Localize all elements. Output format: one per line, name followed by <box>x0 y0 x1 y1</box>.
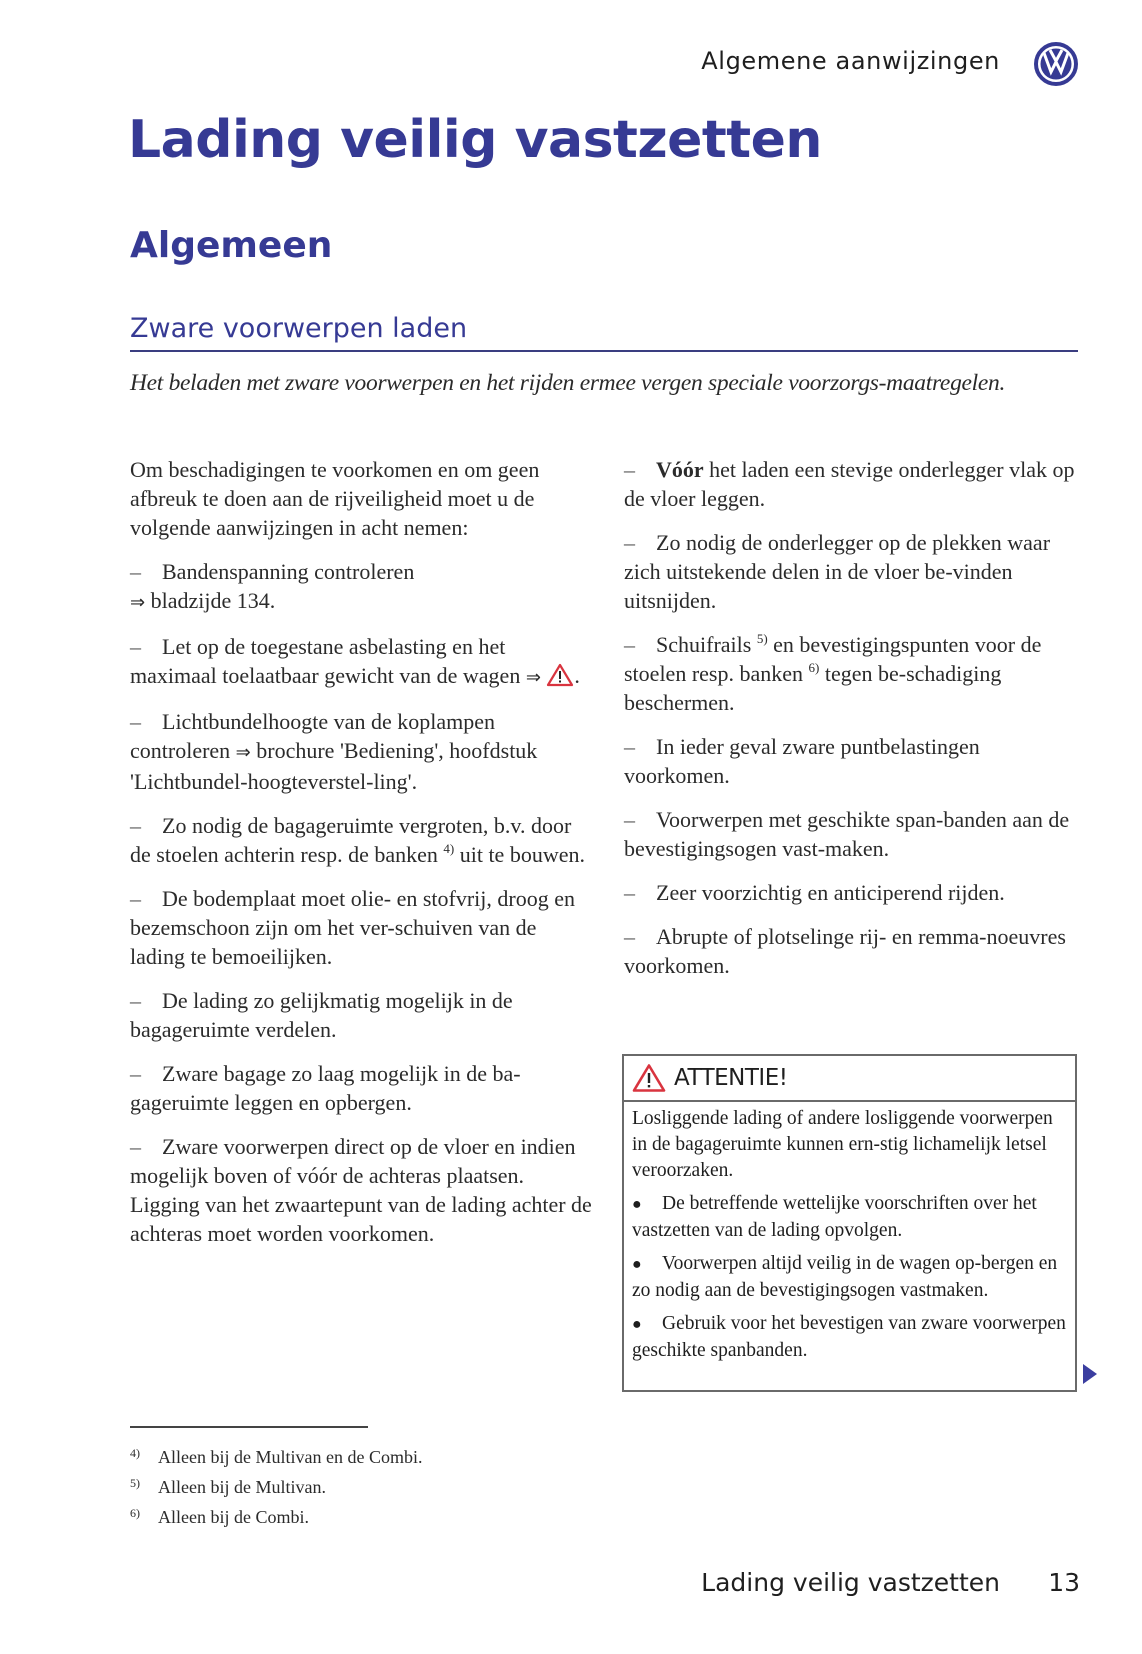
page-title: Lading veilig vastzetten <box>128 110 822 170</box>
footnote <box>130 1502 422 1532</box>
dash-marker: – <box>624 924 635 949</box>
dash-marker: – <box>624 457 635 482</box>
dash-marker: – <box>130 634 141 659</box>
list-item: – Zo nodig de onderlegger op de plekken waar zich uitstekende delen in de vloer be-vinden uitsnijden. <box>624 530 1051 613</box>
footnote <box>130 1442 422 1472</box>
vw-logo-icon <box>1034 42 1078 86</box>
brochure-reference-link[interactable]: brochure 'Bediening', hoofdstuk 'Lichtbundel-hoogteverstel-ling'. <box>130 738 538 794</box>
lead-paragraph: Om beschadigingen te voorkomen en om geen afbreuk te doen aan de rijveiligheid moet u de volgende aanwijzingen in acht nemen: <box>130 457 540 540</box>
intro-paragraph: Het beladen met zware voorwerpen en het rijden ermee vergen speciale voorzorgs-maatregelen. <box>130 370 1006 396</box>
list-item: – Voorwerpen met geschikte span-banden aan de bevestigingsogen vast-maken. <box>624 807 1070 861</box>
list-item: – Abrupte of plotselinge rij- en remma-noeuvres voorkomen. <box>624 924 1066 978</box>
list-item: – Schuifrails $^{5)}$ en bevestigingspunten voor de stoelen resp. banken $^{6)}$ tegen be-schadiging beschermen. <box>624 631 1042 715</box>
footnote-reference[interactable]: 4) <box>443 841 455 856</box>
reference-arrow-icon: ⇒ <box>525 667 541 688</box>
dash-marker: – <box>130 988 141 1013</box>
footnote-reference[interactable]: 5) <box>756 631 768 646</box>
dash-marker: – <box>130 813 141 838</box>
warning-triangle-icon <box>632 1063 666 1093</box>
dash-marker: – <box>130 709 141 734</box>
footnote-text: Alleen bij de Multivan en de Combi. <box>158 1447 423 1467</box>
page-reference-link[interactable]: bladzijde 134. <box>150 588 276 613</box>
list-item: – Vóór het laden een stevige onderlegger vlak op de vloer leggen. <box>624 457 1075 511</box>
list-item: – Bandenspanning controleren ⇒ bladzijde 134. <box>130 559 415 613</box>
page-number: 13 <box>1048 1568 1080 1597</box>
footnote-text: Alleen bij de Multivan. <box>158 1477 326 1497</box>
list-item: – Zeer voorzichtig en anticiperend rijden. <box>624 880 1005 905</box>
list-item: – De bodemplaat moet olie- en stofvrij, droog en bezemschoon zijn om het ver-schuiven van de lading te bemoeilijken. <box>130 886 575 969</box>
dash-marker: – <box>130 886 141 911</box>
section-heading: Algemeen <box>130 225 333 266</box>
continue-arrow-icon <box>1083 1364 1097 1384</box>
dash-marker: – <box>130 1134 141 1159</box>
dash-marker: – <box>624 632 635 657</box>
list-item: – Zware bagage zo laag mogelijk in de ba-gageruimte leggen en opbergen. <box>130 1061 521 1115</box>
right-column <box>624 455 1082 995</box>
dash-marker: – <box>130 1061 141 1086</box>
dash-marker: – <box>624 734 635 759</box>
list-item: – Let op de toegestane asbelasting en het maximaal toelaatbaar gewicht van de wagen ⇒ . <box>130 634 580 688</box>
warning-triangle-icon[interactable] <box>546 663 574 687</box>
warning-header <box>624 1056 1075 1102</box>
dash-marker: – <box>624 530 635 555</box>
warning-bullet: ● De betreffende wettelijke voorschriften over het vastzetten van de lading opvolgen. <box>632 1193 1037 1241</box>
footnote-reference[interactable]: 6) <box>808 660 820 675</box>
dash-marker: – <box>130 559 141 584</box>
warning-body <box>624 1102 1075 1364</box>
bullet-icon: ● <box>632 1256 642 1273</box>
warning-bullet: ● Voorwerpen altijd veilig in de wagen op-bergen en zo nodig aan de bevestigingsogen vastmaken. <box>632 1253 1058 1301</box>
dash-marker: – <box>624 880 635 905</box>
warning-box <box>622 1054 1077 1392</box>
list-item: – In ieder geval zware puntbelastingen voorkomen. <box>624 734 980 788</box>
list-item: – Zware voorwerpen direct op de vloer en indien mogelijk boven of vóór de achteras plaatsen. Ligging van het zwaartepunt van de lading achter de achteras moet worden voorkomen. <box>130 1134 592 1246</box>
footnote-mark: 6) <box>130 1506 140 1520</box>
footnotes <box>130 1442 422 1532</box>
reference-arrow-icon: ⇒ <box>235 742 251 763</box>
footnote-divider <box>130 1426 368 1428</box>
footnote-mark: 5) <box>130 1476 140 1490</box>
reference-arrow-icon: ⇒ <box>130 592 146 613</box>
list-item: – Zo nodig de bagageruimte vergroten, b.v. door de stoelen achterin resp. de banken $^{4)}$ uit te bouwen. <box>130 813 585 867</box>
left-column <box>130 455 592 1263</box>
list-item: – Lichtbundelhoogte van de koplampen controleren ⇒ brochure 'Bediening', hoofdstuk 'Lichtbundel-hoogteverstel-ling'. <box>130 709 538 794</box>
footnote-text: Alleen bij de Combi. <box>158 1507 309 1527</box>
emphasis-text: Vóór <box>656 457 704 482</box>
bullet-icon: ● <box>632 1316 642 1333</box>
footnote-mark: 4) <box>130 1446 140 1460</box>
subsection-divider <box>130 350 1078 352</box>
dash-marker: – <box>624 807 635 832</box>
warning-lead: Losliggende lading of andere losliggende voorwerpen in de bagageruimte kunnen ern-stig lichamelijk letsel veroorzaken. <box>632 1108 1053 1181</box>
running-header-title: Algemene aanwijzingen <box>701 47 1000 75</box>
subsection-heading: Zware voorwerpen laden <box>130 313 468 344</box>
warning-title: ATTENTIE! <box>674 1065 788 1091</box>
warning-bullet: ● Gebruik voor het bevestigen van zware voorwerpen geschikte spanbanden. <box>632 1313 1066 1361</box>
list-item: – De lading zo gelijkmatig mogelijk in de bagageruimte verdelen. <box>130 988 513 1042</box>
footer-title: Lading veilig vastzetten <box>701 1568 1000 1597</box>
footnote <box>130 1472 422 1502</box>
bullet-icon: ● <box>632 1196 642 1213</box>
